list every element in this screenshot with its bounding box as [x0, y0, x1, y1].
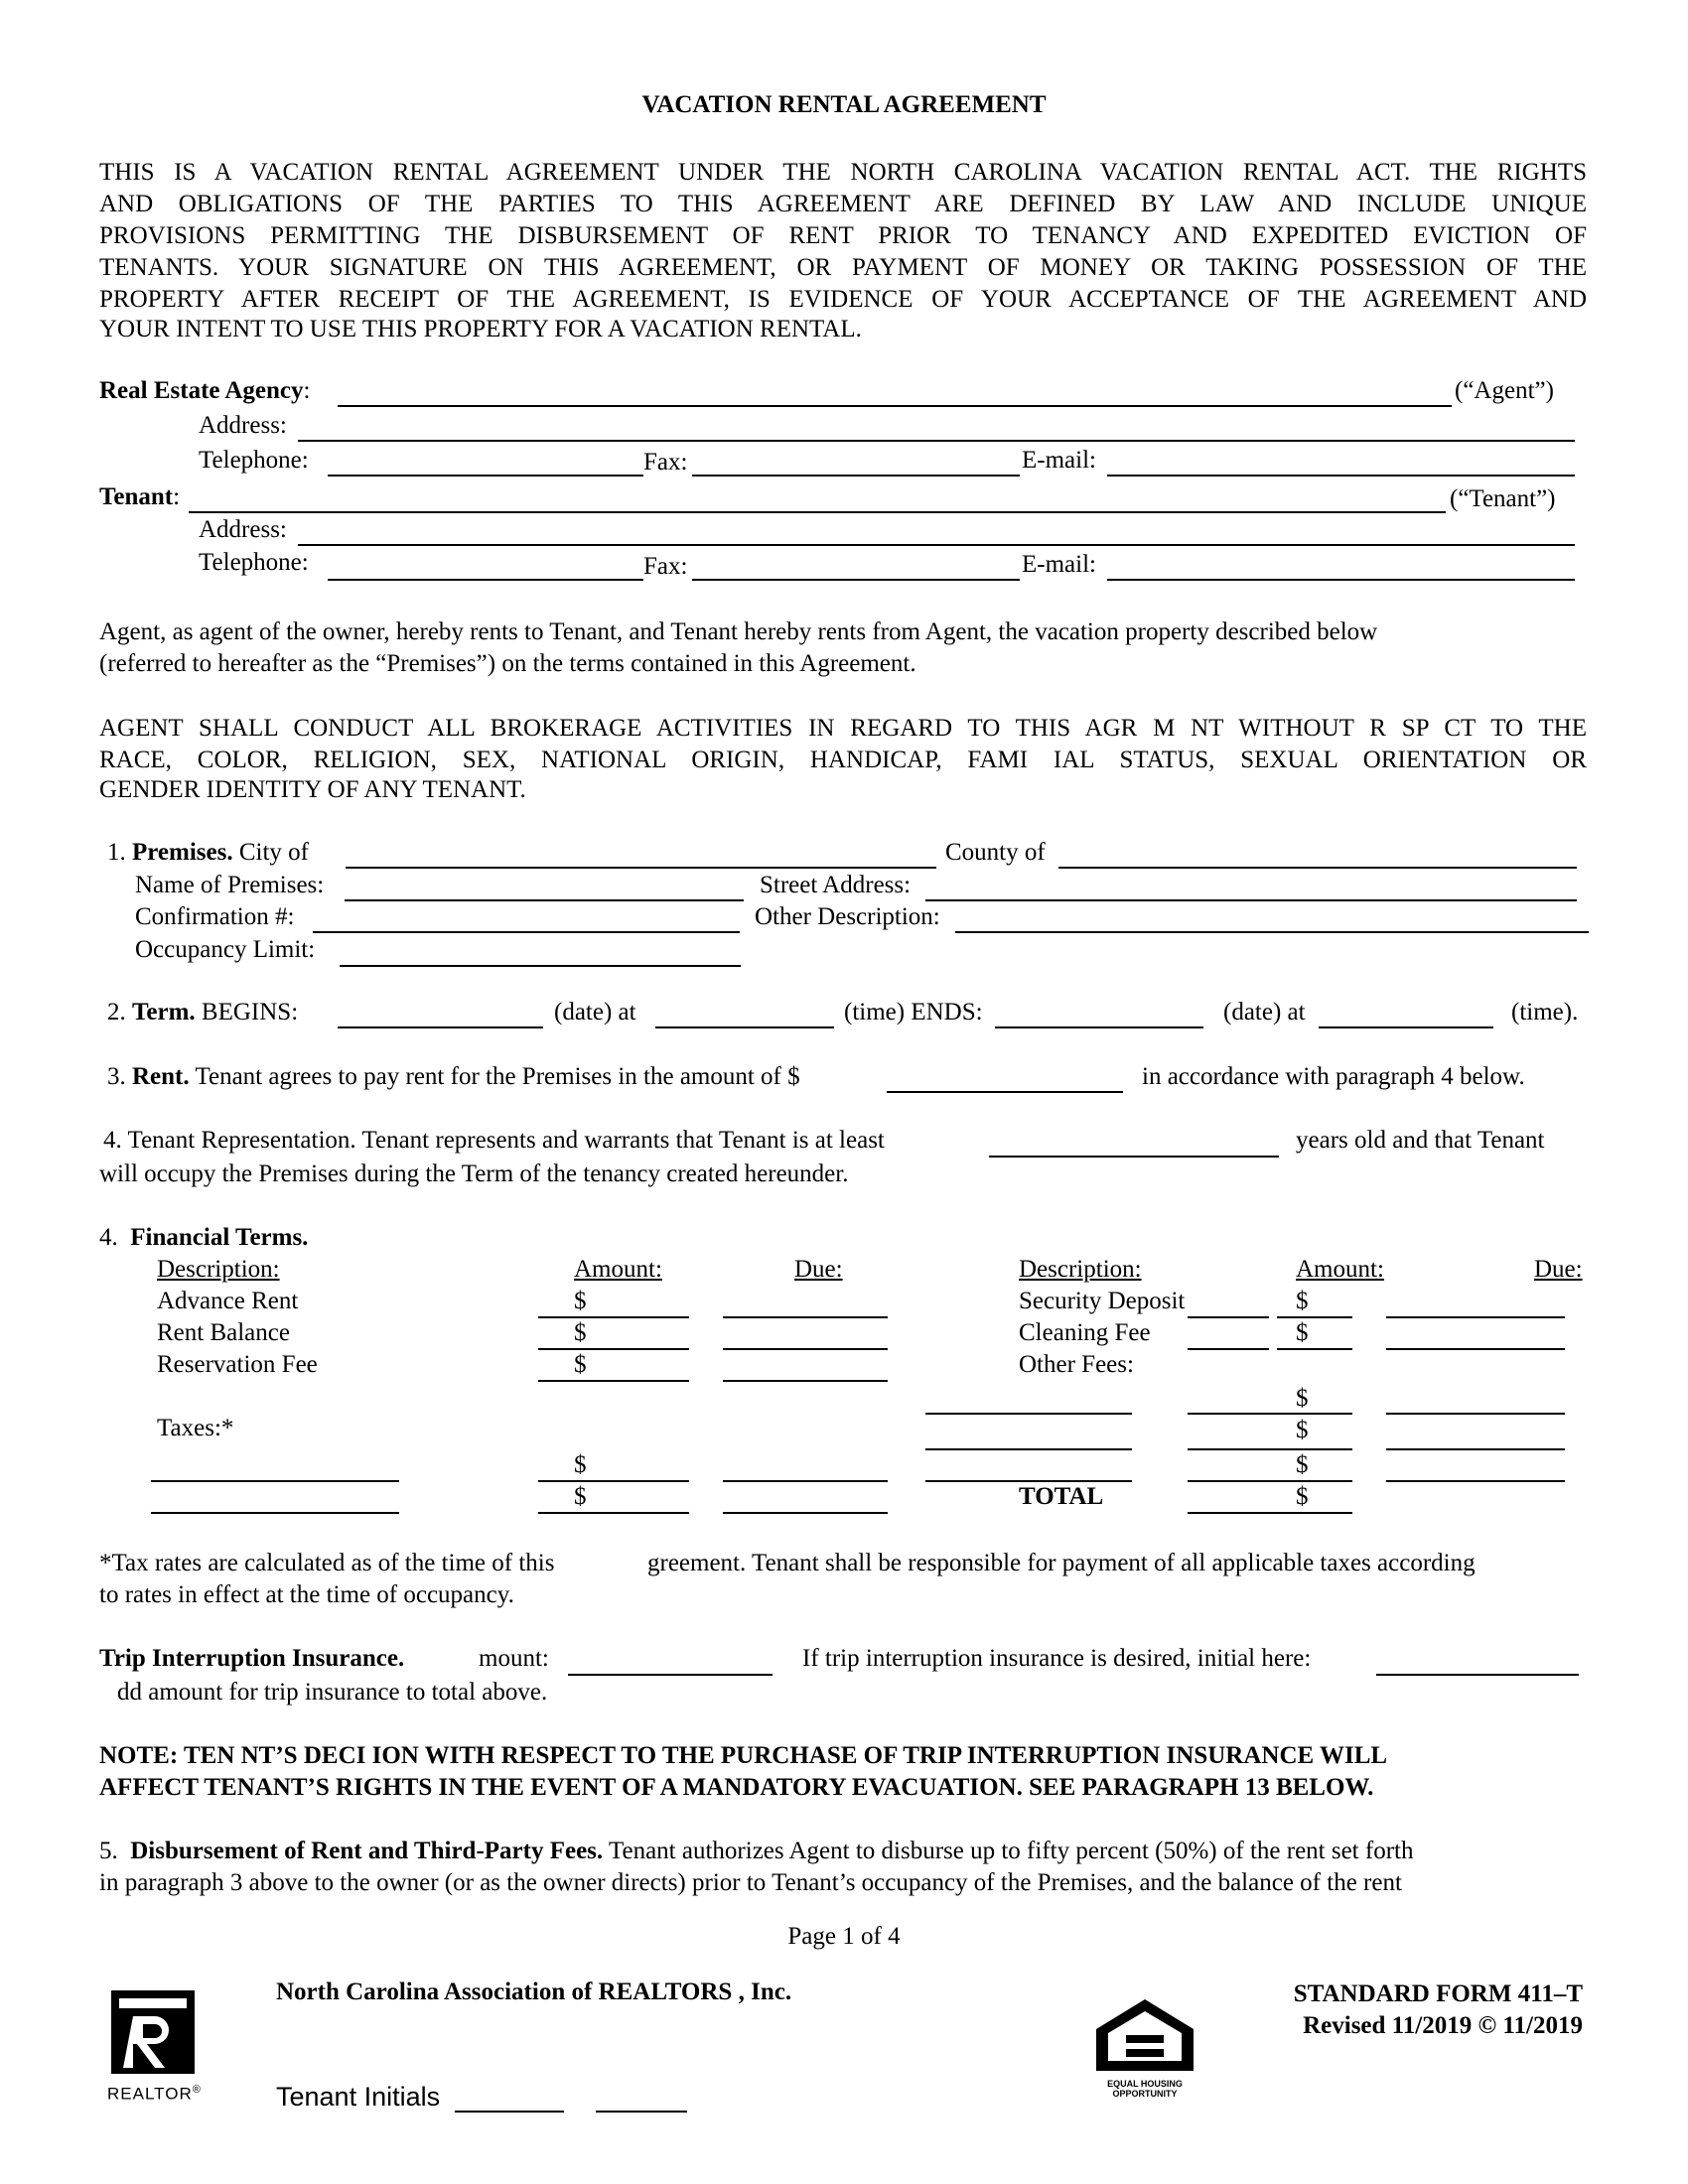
intro-line: PROPERTY AFTER RECEIPT OF THE AGREEMENT, IS EVIDENCE OF YOUR ACCEPTANCE OF THE AGREEMENT AND	[99, 286, 1587, 313]
agent-address-label: Address:	[199, 412, 287, 439]
rent-clause-line: (referred to hereafter as the “Premises”) on the terms contained in this Agreement.	[99, 650, 916, 677]
tax-1-due-field[interactable]	[723, 1480, 888, 1482]
tax-2-description-field[interactable]	[151, 1512, 399, 1514]
end-date-at-label: (date) at	[1223, 999, 1306, 1025]
tenant-initials-label: Tenant Initials	[276, 2082, 441, 2112]
page-number: Page 1 of 4	[787, 1923, 901, 1950]
realtor-logo	[107, 1988, 202, 2104]
other-fee-1-due-field[interactable]	[1386, 1413, 1565, 1415]
nondiscrimination-line: AGENT SHALL CONDUCT ALL BROKERAGE ACTIVITIES IN REGARD TO THIS AGR M NT WITHOUT R SP CT TO THE	[99, 715, 1587, 742]
equal-housing-line: OPPORTUNITY	[1112, 2089, 1178, 2099]
begin-time-field[interactable]	[655, 1026, 834, 1028]
dollar-sign: $	[1296, 1417, 1309, 1443]
tax-note-text: *Tax rates are calculated as of the time of this	[99, 1550, 555, 1576]
street-address-field[interactable]	[925, 899, 1577, 901]
other-description-label: Other Description:	[755, 903, 940, 930]
occupancy-limit-field[interactable]	[340, 965, 741, 967]
tax-1-amount-field[interactable]	[538, 1480, 689, 1482]
dollar-sign: $	[574, 1288, 587, 1314]
agent-fax-label: Fax:	[643, 449, 688, 476]
reservation-fee-label: Reservation Fee	[157, 1351, 318, 1378]
association-name: North Carolina Association of REALTORS , Inc.	[276, 1979, 792, 2005]
rent-after-text: in accordance with paragraph 4 below.	[1142, 1063, 1525, 1090]
representation-text: 4. Tenant Representation. Tenant represents and warrants that Tenant is at least	[103, 1127, 885, 1154]
tenant-label: Tenant:	[99, 483, 181, 510]
city-field[interactable]	[346, 867, 936, 869]
agent-telephone-field[interactable]	[328, 475, 643, 477]
reservation-fee-due-field[interactable]	[723, 1380, 888, 1382]
rent-balance-amount-field[interactable]	[538, 1348, 689, 1350]
equal-housing-line: EQUAL HOUSING	[1107, 2079, 1183, 2089]
tenant-email-field[interactable]	[1107, 579, 1575, 581]
other-fee-1-amount-field[interactable]	[1188, 1413, 1352, 1415]
other-fee-3-amount-field[interactable]	[1188, 1480, 1352, 1482]
tax-note-text: to rates in effect at the time of occupancy.	[99, 1581, 514, 1608]
county-label: County of	[945, 839, 1046, 866]
end-date-field[interactable]	[995, 1026, 1203, 1028]
total-label: TOTAL	[1019, 1483, 1104, 1510]
other-fee-2-desc-field[interactable]	[925, 1448, 1132, 1450]
equal-housing-logo	[1090, 1995, 1199, 2099]
representation-line2: will occupy the Premises during the Term of the tenancy created hereunder.	[99, 1160, 849, 1187]
tenant-name-field[interactable]	[189, 511, 1446, 513]
representation-after: years old and that Tenant	[1296, 1127, 1545, 1154]
dollar-sign: $	[574, 1483, 587, 1510]
disbursement-line2: in paragraph 3 above to the owner (or as the owner directs) prior to Tenant’s occupancy of the Premises, and the balance of the rent	[99, 1869, 1402, 1896]
end-time-label: (time).	[1511, 999, 1579, 1025]
agent-telephone-label: Telephone:	[199, 447, 309, 474]
tenant-suffix: (“Tenant”)	[1450, 485, 1556, 512]
nondiscrimination-line: GENDER IDENTITY OF ANY TENANT.	[99, 776, 526, 803]
other-fee-2-due-field[interactable]	[1386, 1448, 1565, 1450]
occupancy-limit-label: Occupancy Limit:	[135, 936, 316, 963]
rent-balance-due-field[interactable]	[723, 1348, 888, 1350]
dollar-sign: $	[1296, 1483, 1309, 1510]
begin-date-field[interactable]	[338, 1026, 543, 1028]
col-description-right: Description:	[1019, 1256, 1142, 1283]
other-fee-3-due-field[interactable]	[1386, 1480, 1565, 1482]
agent-suffix: (“Agent”)	[1455, 377, 1554, 404]
nondiscrimination-line: RACE, COLOR, RELIGION, SEX, NATIONAL ORIGIN, HANDICAP, FAMI IAL STATUS, SEXUAL ORIENTATION OR	[99, 747, 1587, 773]
agent-fax-field[interactable]	[692, 475, 1020, 477]
cleaning-fee-amount-field[interactable]	[1277, 1348, 1352, 1350]
col-due-left: Due:	[794, 1256, 843, 1283]
revision-date: Revised 11/2019 © 11/2019	[1303, 2012, 1583, 2039]
note-line: NOTE: TEN NT’S DECI ION WITH RESPECT TO THE PURCHASE OF TRIP INTERRUPTION INSURANCE WILL	[99, 1742, 1388, 1769]
tenant-telephone-field[interactable]	[328, 579, 643, 581]
tenant-age-field[interactable]	[989, 1156, 1279, 1158]
intro-line: AND OBLIGATIONS OF THE PARTIES TO THIS AGREEMENT ARE DEFINED BY LAW AND INCLUDE UNIQUE	[99, 191, 1587, 217]
financial-heading: 4. Financial Terms.	[99, 1224, 309, 1251]
trip-initial-field[interactable]	[1376, 1674, 1579, 1676]
realtor-r-icon	[109, 1988, 197, 2076]
premises-name-field[interactable]	[345, 899, 744, 901]
end-time-field[interactable]	[1319, 1026, 1493, 1028]
cleaning-fee-due-field[interactable]	[1386, 1348, 1565, 1350]
tax-2-due-field[interactable]	[723, 1512, 888, 1514]
equal-housing-text	[1090, 2079, 1199, 2099]
total-amount-field[interactable]	[1188, 1512, 1352, 1514]
intro-line: YOUR INTENT TO USE THIS PROPERTY FOR A VACATION RENTAL.	[99, 316, 862, 342]
dollar-sign: $	[1296, 1451, 1309, 1478]
begin-date-at-label: (date) at	[554, 999, 636, 1025]
trip-amount-field[interactable]	[568, 1674, 773, 1676]
other-fee-1-desc-field[interactable]	[925, 1413, 1132, 1415]
premises-name-label: Name of Premises:	[135, 872, 325, 898]
agency-name-field[interactable]	[338, 405, 1452, 407]
advance-rent-due-field[interactable]	[723, 1316, 888, 1318]
term-heading: 2. Term. BEGINS:	[107, 999, 299, 1025]
tax-1-description-field[interactable]	[151, 1480, 399, 1482]
agent-email-label: E-mail:	[1022, 447, 1096, 474]
agency-label: Real Estate Agency:	[99, 377, 311, 404]
trip-initial-label: If trip interruption insurance is desired, initial here:	[802, 1645, 1312, 1672]
form-number: STANDARD FORM 411–T	[1293, 1980, 1583, 2007]
page-title: VACATION RENTAL AGREEMENT	[641, 91, 1047, 118]
tenant-fax-label: Fax:	[643, 553, 688, 580]
intro-line: PROVISIONS PERMITTING THE DISBURSEMENT OF RENT PRIOR TO TENANCY AND EXPEDITED EVICTION OF	[99, 222, 1587, 249]
col-amount-left: Amount:	[574, 1256, 662, 1283]
security-deposit-desc-field[interactable]	[1188, 1316, 1269, 1318]
other-description-field[interactable]	[955, 931, 1589, 933]
rent-heading: 3. Rent. Tenant agrees to pay rent for the Premises in the amount of $	[107, 1063, 800, 1090]
tenant-fax-field[interactable]	[692, 579, 1020, 581]
rent-clause-line: Agent, as agent of the owner, hereby rents to Tenant, and Tenant hereby rents from Agent, the vacation property described below	[99, 618, 1378, 645]
tenant-initials-field-1[interactable]	[455, 2111, 564, 2113]
tenant-initials-field-2[interactable]	[596, 2111, 687, 2113]
tax-2-amount-field[interactable]	[538, 1512, 689, 1514]
agent-address-field[interactable]	[298, 440, 1575, 442]
confirmation-label: Confirmation #:	[135, 903, 295, 930]
equal-housing-icon	[1090, 1995, 1199, 2077]
advance-rent-amount-field[interactable]	[538, 1316, 689, 1318]
security-deposit-due-field[interactable]	[1386, 1316, 1565, 1318]
other-fee-3-desc-field[interactable]	[925, 1480, 1132, 1482]
realtor-word: REALTOR®	[107, 2084, 202, 2104]
tenant-email-label: E-mail:	[1022, 551, 1096, 578]
rent-amount-field[interactable]	[887, 1091, 1123, 1093]
security-deposit-label: Security Deposit	[1019, 1288, 1186, 1314]
other-fees-label: Other Fees:	[1019, 1351, 1134, 1378]
taxes-label: Taxes:*	[157, 1415, 234, 1441]
cleaning-fee-label: Cleaning Fee	[1019, 1319, 1151, 1346]
tenant-address-label: Address:	[199, 516, 287, 543]
dollar-sign: $	[574, 1451, 587, 1478]
dollar-sign: $	[1296, 1288, 1309, 1314]
intro-line: TENANTS. YOUR SIGNATURE ON THIS AGREEMENT, OR PAYMENT OF MONEY OR TAKING POSSESSION OF THE	[99, 254, 1587, 281]
trip-add-text: dd amount for trip insurance to total above.	[117, 1679, 548, 1706]
advance-rent-label: Advance Rent	[157, 1288, 299, 1314]
note-line: AFFECT TENANT’S RIGHTS IN THE EVENT OF A MANDATORY EVACUATION. SEE PARAGRAPH 13 BELOW.	[99, 1774, 1374, 1801]
col-description-left: Description:	[157, 1256, 280, 1283]
reservation-fee-amount-field[interactable]	[538, 1380, 689, 1382]
tax-note-text: greement. Tenant shall be responsible for payment of all applicable taxes according	[647, 1550, 1476, 1576]
tenant-telephone-label: Telephone:	[199, 549, 309, 576]
tenant-address-field[interactable]	[298, 544, 1575, 546]
rent-balance-label: Rent Balance	[157, 1319, 290, 1346]
dollar-sign: $	[574, 1319, 587, 1346]
dollar-sign: $	[1296, 1319, 1309, 1346]
premises-heading: 1. Premises. City of	[107, 839, 309, 866]
street-address-label: Street Address:	[760, 872, 912, 898]
col-due-right: Due:	[1534, 1256, 1583, 1283]
trip-amount-label: mount:	[479, 1645, 549, 1672]
cleaning-fee-desc-field[interactable]	[1188, 1348, 1269, 1350]
dollar-sign: $	[574, 1351, 587, 1378]
col-amount-right: Amount:	[1296, 1256, 1384, 1283]
time-ends-label: (time) ENDS:	[844, 999, 983, 1025]
trip-insurance-heading: Trip Interruption Insurance.	[99, 1645, 405, 1672]
other-fee-2-amount-field[interactable]	[1188, 1448, 1352, 1450]
intro-line: THIS IS A VACATION RENTAL AGREEMENT UNDER THE NORTH CAROLINA VACATION RENTAL ACT. THE RIGHTS	[99, 159, 1587, 186]
disbursement-line: 5. Disbursement of Rent and Third-Party Fees. Tenant authorizes Agent to disburse up to fifty percent (50%) of the rent set forth	[99, 1838, 1414, 1864]
dollar-sign: $	[1296, 1385, 1309, 1412]
county-field[interactable]	[1058, 867, 1577, 869]
security-deposit-amount-field[interactable]	[1277, 1316, 1352, 1318]
agent-email-field[interactable]	[1107, 475, 1575, 477]
confirmation-field[interactable]	[313, 931, 740, 933]
